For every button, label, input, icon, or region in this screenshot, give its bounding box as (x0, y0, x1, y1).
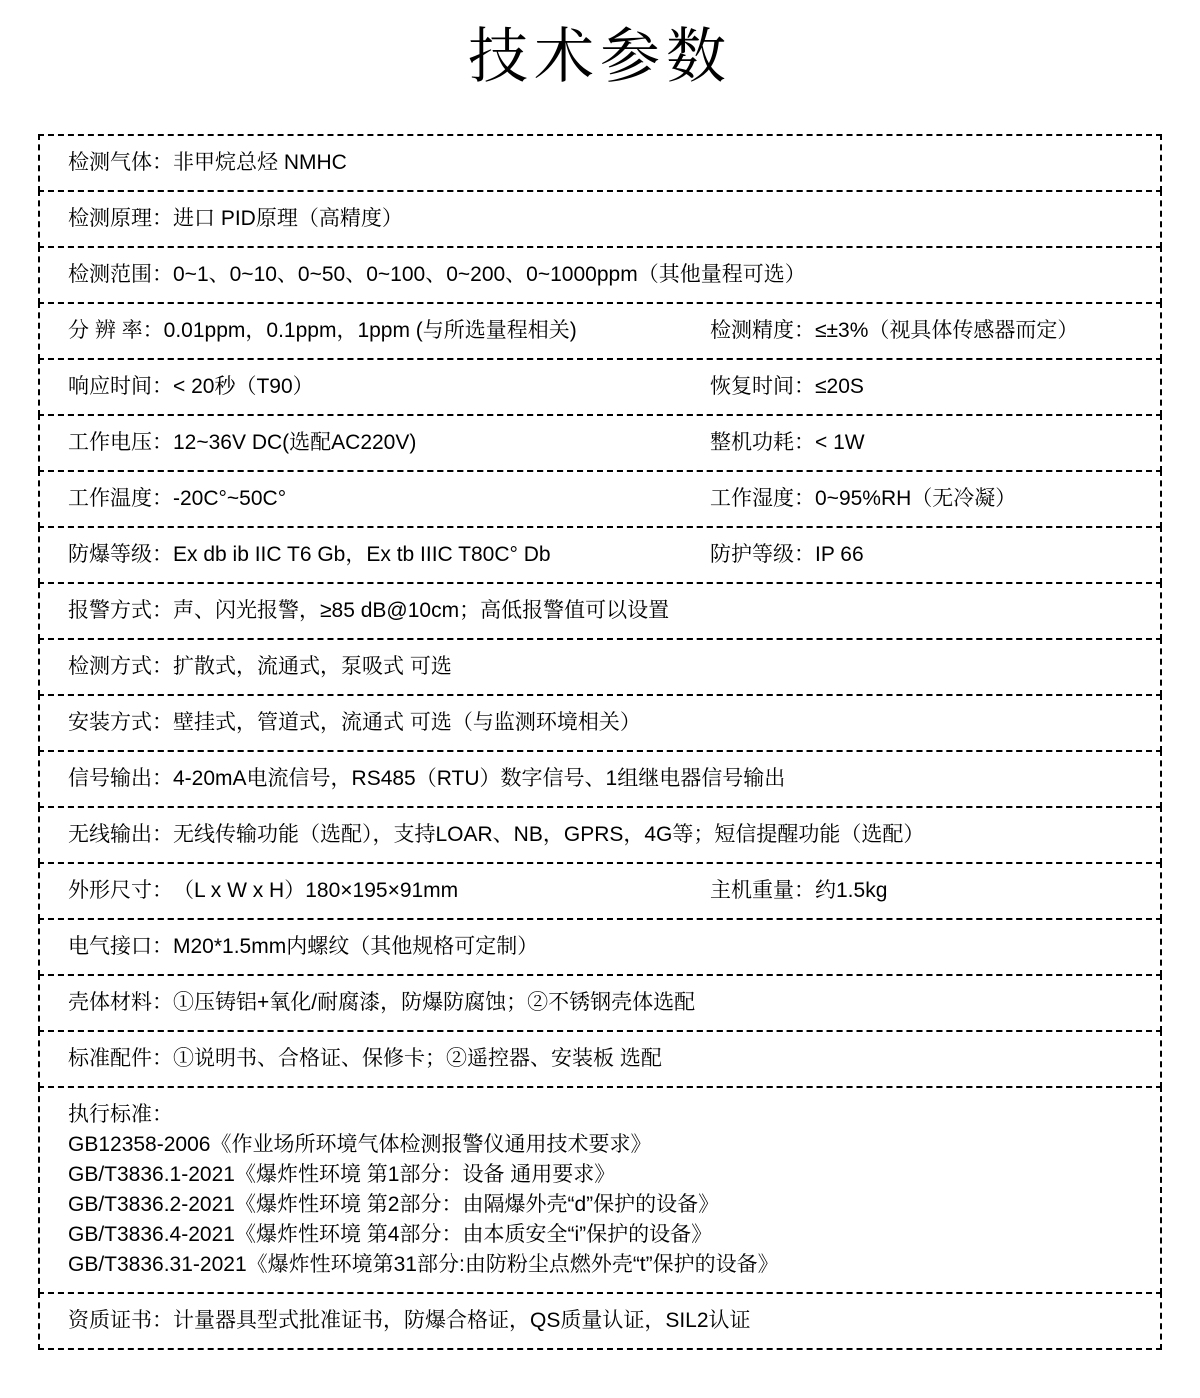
spec-row-dimensions-weight (38, 862, 1162, 920)
spec-row-alarm-mode (38, 582, 1162, 640)
spec-cell-detected-gas (68, 149, 1150, 177)
spec-label-alarm-mode: 报警方式： (68, 598, 173, 622)
spec-row-executive-standards (38, 1086, 1162, 1294)
spec-value-ingress-protection-grade: IP 66 (815, 542, 864, 566)
spec-label-detection-accuracy: 检测精度： (710, 318, 815, 342)
spec-cell-host-weight (710, 877, 1150, 905)
standard-line: GB/T3836.4-2021《爆炸性环境 第4部分：由本质安全“i”保护的设备》 (68, 1223, 713, 1246)
spec-label-recovery-time: 恢复时间： (710, 374, 815, 398)
spec-cell-housing-material (68, 989, 1150, 1017)
spec-cell-wireless-output (68, 821, 1150, 849)
spec-label-qualification-certificates: 资质证书： (68, 1308, 173, 1332)
spec-value-detection-mode: 扩散式，流通式，泵吸式 可选 (173, 654, 452, 678)
spec-value-alarm-mode: 声、闪光报警，≥85 dB@10cm；高低报警值可以设置 (173, 598, 670, 622)
spec-value-detected-gas: 非甲烷总烃 NMHC (173, 150, 347, 174)
spec-row-standard-accessories (38, 1030, 1162, 1088)
spec-row-detection-range (38, 246, 1162, 304)
page-title: 技术参数 (468, 23, 732, 90)
spec-label-electrical-interface: 电气接口： (68, 934, 173, 958)
spec-label-detection-range: 检测范围： (68, 262, 173, 286)
spec-label-wireless-output: 无线输出： (68, 822, 173, 846)
spec-label-housing-material: 壳体材料： (68, 990, 173, 1014)
spec-cell-alarm-mode (68, 597, 1150, 625)
spec-cell-electrical-interface (68, 933, 1150, 961)
spec-cell-working-voltage (68, 429, 710, 457)
spec-label-detection-mode: 检测方式： (68, 654, 173, 678)
spec-value-detection-accuracy: ≤±3%（视具体传感器而定） (815, 318, 1079, 342)
spec-row-qualification-certificates (38, 1292, 1162, 1350)
spec-cell-detection-accuracy (710, 317, 1150, 345)
standard-line: GB/T3836.1-2021《爆炸性环境 第1部分：设备 通用要求》 (68, 1163, 616, 1186)
spec-cell-detection-principle (68, 205, 1150, 233)
spec-row-detection-principle (38, 190, 1162, 248)
spec-value-power-consumption: < 1W (815, 430, 865, 454)
spec-label-power-consumption: 整机功耗： (710, 430, 815, 454)
spec-row-housing-material (38, 974, 1162, 1032)
spec-value-detection-principle: 进口 PID原理（高精度） (173, 206, 403, 230)
spec-value-electrical-interface: M20*1.5mm内螺纹（其他规格可定制） (173, 934, 539, 958)
spec-value-standard-accessories: ①说明书、合格证、保修卡；②遥控器、安装板 选配 (173, 1046, 662, 1070)
standard-line: 执行标准： (68, 1103, 173, 1126)
spec-cell-signal-output (68, 765, 1150, 793)
spec-label-response-time: 响应时间： (68, 374, 173, 398)
spec-value-resolution: 0.01ppm，0.1ppm，1ppm (与所选量程相关) (163, 318, 577, 342)
spec-value-working-humidity: 0~95%RH（无冷凝） (815, 486, 1017, 510)
spec-label-signal-output: 信号输出： (68, 766, 173, 790)
spec-cell-detection-range (68, 261, 1150, 289)
spec-label-dimensions: 外形尺寸： (68, 878, 173, 902)
spec-value-housing-material: ①压铸铝+氧化/耐腐漆，防爆防腐蚀；②不锈钢壳体选配 (173, 990, 696, 1014)
spec-cell-response-time (68, 373, 710, 401)
spec-value-response-time: < 20秒（T90） (173, 374, 314, 398)
spec-cell-recovery-time (710, 373, 1150, 401)
spec-row-temperature-humidity (38, 470, 1162, 528)
spec-row-signal-output (38, 750, 1162, 808)
spec-label-installation-mode: 安装方式： (68, 710, 173, 734)
spec-value-explosion-proof-grade: Ex db ib IIC T6 Gb，Ex tb IIIC T80C° Db (173, 542, 551, 566)
spec-value-working-temperature: -20C°~50C° (173, 486, 287, 510)
spec-label-host-weight: 主机重量： (710, 878, 815, 902)
spec-cell-working-humidity (710, 485, 1150, 513)
spec-row-voltage-power (38, 414, 1162, 472)
spec-row-explosion-protection (38, 526, 1162, 584)
spec-label-ingress-protection-grade: 防护等级： (710, 542, 815, 566)
spec-label-explosion-proof-grade: 防爆等级： (68, 542, 173, 566)
standard-line: GB/T3836.2-2021《爆炸性环境 第2部分：由隔爆外壳“d”保护的设备》 (68, 1193, 720, 1216)
spec-cell-explosion-proof-grade (68, 541, 710, 569)
spec-cell-standard-accessories (68, 1045, 1150, 1073)
spec-label-working-humidity: 工作湿度： (710, 486, 815, 510)
spec-row-wireless-output (38, 806, 1162, 864)
spec-value-dimensions: （L x W x H）180×195×91mm (173, 878, 459, 902)
spec-cell-working-temperature (68, 485, 710, 513)
spec-label-detection-principle: 检测原理： (68, 206, 173, 230)
spec-label-resolution: 分 辨 率： (68, 318, 164, 342)
standard-line: GB12358-2006《作业场所环境气体检测报警仪通用技术要求》 (68, 1133, 652, 1156)
spec-row-response-recovery (38, 358, 1162, 416)
spec-table (38, 134, 1162, 1350)
spec-row-detected-gas (38, 134, 1162, 192)
spec-cell-ingress-protection-grade (710, 541, 1150, 569)
spec-cell-dimensions (68, 877, 710, 905)
spec-value-detection-range: 0~1、0~10、0~50、0~100、0~200、0~1000ppm（其他量程可选） (173, 262, 806, 286)
spec-label-standard-accessories: 标准配件： (68, 1046, 173, 1070)
spec-value-wireless-output: 无线传输功能（选配），支持LOAR、NB，GPRS，4G等；短信提醒功能（选配） (173, 822, 925, 846)
spec-label-working-temperature: 工作温度： (68, 486, 173, 510)
spec-cell-power-consumption (710, 429, 1150, 457)
spec-row-installation-mode (38, 694, 1162, 752)
standard-line: GB/T3836.31-2021《爆炸性环境第31部分:由防粉尘点燃外壳“t”保护的设备》 (68, 1253, 779, 1276)
spec-cell-resolution (68, 317, 710, 345)
spec-row-resolution-accuracy (38, 302, 1162, 360)
spec-value-installation-mode: 壁挂式，管道式，流通式 可选（与监测环境相关） (173, 710, 641, 734)
spec-value-working-voltage: 12~36V DC(选配AC220V) (173, 430, 417, 454)
spec-value-host-weight: 约1.5kg (815, 878, 888, 902)
spec-label-detected-gas: 检测气体： (68, 150, 173, 174)
spec-row-electrical-interface (38, 918, 1162, 976)
spec-cell-installation-mode (68, 709, 1150, 737)
spec-value-signal-output: 4-20mA电流信号，RS485（RTU）数字信号、1组继电器信号输出 (173, 766, 786, 790)
spec-value-recovery-time: ≤20S (815, 374, 864, 398)
spec-row-detection-mode (38, 638, 1162, 696)
spec-value-qualification-certificates: 计量器具型式批准证书，防爆合格证，QS质量认证，SIL2认证 (173, 1308, 751, 1332)
spec-cell-qualification-certificates (68, 1307, 1150, 1335)
spec-label-working-voltage: 工作电压： (68, 430, 173, 454)
spec-cell-detection-mode (68, 653, 1150, 681)
